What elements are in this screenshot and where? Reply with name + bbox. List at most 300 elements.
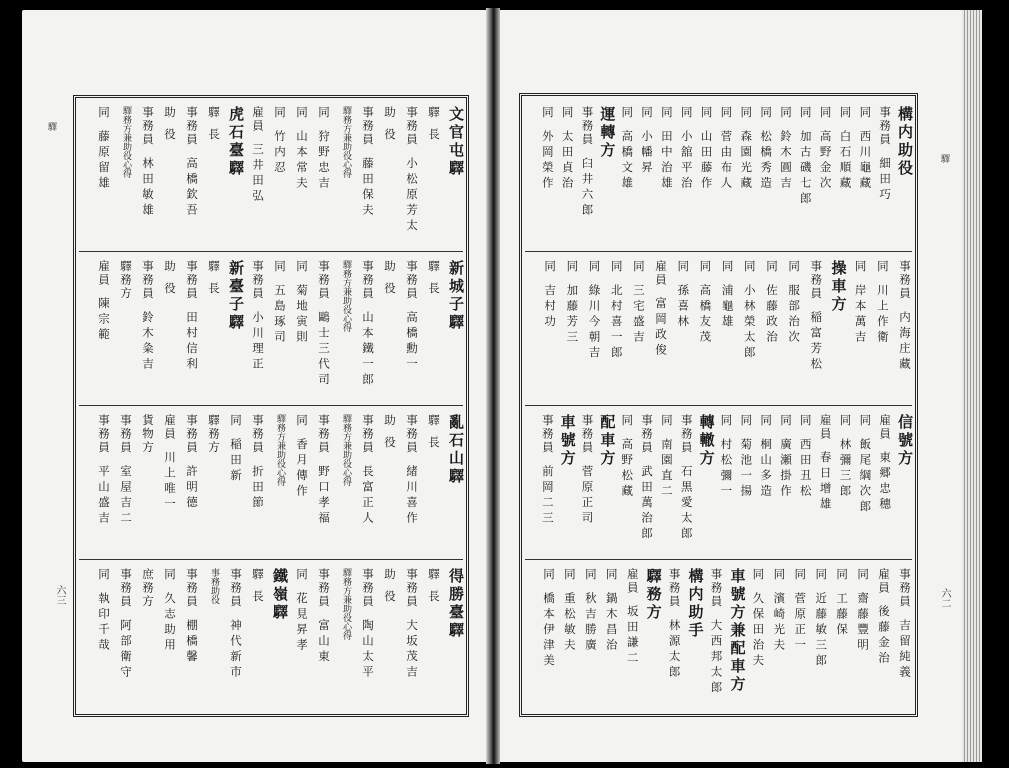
section-title: 車號方兼配車方 [728, 568, 747, 694]
position-label: 事務員 [317, 260, 331, 301]
person-name: 白石順藏 [838, 129, 853, 192]
staff-entry [668, 568, 681, 708]
position-label: 同 [853, 260, 868, 274]
staff-entry [339, 568, 352, 708]
position-label: 助 [163, 260, 177, 274]
position-label: 驛 [427, 260, 441, 274]
staff-entry [273, 260, 286, 400]
position-label: 同 [659, 106, 674, 120]
position-label: 助 [383, 106, 397, 120]
position-label: 雇員 [878, 414, 893, 441]
person-name: 鈴木圓吉 [778, 129, 793, 192]
position-label: 雇員 [251, 106, 265, 133]
staff-entry [838, 414, 851, 554]
staff-entry [405, 106, 418, 246]
position-label: 同 [317, 106, 331, 120]
staff-entry [427, 260, 440, 400]
staff-entry [229, 568, 242, 708]
staff-entry [163, 260, 176, 400]
section-title: 轉轍方 [697, 414, 716, 468]
position-label: 事務員 [317, 568, 331, 609]
position-label: 助 [383, 414, 397, 428]
person-name: 濱崎光夫 [772, 591, 787, 654]
tier-divider [525, 405, 912, 406]
position-label: 驛 [207, 260, 221, 274]
position-label: 同 [838, 414, 853, 428]
tier-divider [525, 559, 912, 560]
position-label: 同 [229, 414, 243, 428]
person-name: 内海庄藏 [898, 310, 912, 373]
position-label-suffix: 長 [251, 589, 265, 603]
book-spine [486, 8, 500, 764]
position-label: 驛務方兼助役心得 [341, 260, 351, 332]
staff-entry [295, 260, 308, 400]
position-label: 事務員 [119, 568, 133, 609]
staff-entry [898, 260, 911, 400]
person-name: 太田貞治 [560, 129, 575, 192]
position-label: 雇員 [625, 568, 640, 595]
position-label: 驛務方 [207, 414, 221, 455]
tier-divider [525, 251, 912, 252]
position-label: 同 [583, 568, 598, 582]
staff-entry [878, 414, 891, 554]
position-label: 同 [798, 106, 813, 120]
staff-entry [361, 260, 374, 400]
person-name: 村松彌一 [719, 437, 734, 500]
position-label-suffix: 長 [207, 127, 221, 141]
staff-entry [207, 568, 220, 708]
person-name: 前岡二三 [540, 464, 555, 527]
staff-entry [563, 568, 576, 708]
person-name: 鈴木粂吉 [141, 310, 155, 373]
position-label: 同 [759, 106, 774, 120]
staff-entry [809, 260, 822, 400]
staff-entry [383, 106, 396, 246]
staff-entry [799, 106, 812, 246]
position-label: 事務員 [580, 106, 595, 147]
position-label: 事務員 [709, 568, 724, 609]
person-name: 孫喜林 [676, 283, 691, 330]
position-label: 同 [295, 260, 309, 274]
position-label: 事務員 [878, 106, 893, 147]
staff-entry [361, 568, 374, 708]
staff-entry [543, 260, 556, 400]
position-label: 事務員 [317, 414, 331, 455]
position-label: 事務員 [141, 106, 155, 147]
staff-entry [251, 260, 264, 400]
position-label-suffix: 役 [383, 281, 397, 295]
section-title: 配車方 [598, 414, 617, 468]
position-label: 同 [604, 568, 619, 582]
position-label: 同 [742, 260, 757, 274]
staff-entry [383, 260, 396, 400]
person-name: 三井田弘 [251, 143, 265, 205]
staff-entry [163, 568, 176, 708]
person-name: 長富正人 [361, 464, 375, 527]
position-label: 同 [273, 260, 287, 274]
section-title: 驛務方 [644, 568, 663, 622]
staff-entry [97, 260, 110, 400]
position-label: 同 [163, 568, 177, 582]
person-name: 加藤芳三 [565, 283, 580, 346]
staff-entry [710, 568, 723, 708]
person-name: 平山盛吉 [97, 464, 111, 527]
staff-entry [427, 106, 440, 246]
person-name: 鷗士三代司 [317, 310, 331, 388]
staff-entry [565, 260, 578, 400]
person-name: 石黒愛太郎 [679, 464, 694, 542]
section-title: 亂石山驛 [447, 414, 465, 486]
position-label: 同 [814, 568, 829, 582]
position-label: 助 [383, 568, 397, 582]
person-name: 重松敏夫 [562, 591, 577, 654]
position-label: 同 [560, 106, 575, 120]
staff-entry [739, 414, 752, 554]
person-name: 吉留純義 [898, 618, 912, 681]
position-label: 同 [543, 260, 558, 274]
position-label: 同 [719, 106, 734, 120]
staff-entry [858, 106, 871, 246]
position-label: 事務員 [580, 414, 595, 455]
position-label: 驛 [251, 568, 265, 582]
position-label: 事務助役 [209, 568, 219, 604]
staff-entry [856, 568, 869, 708]
position-label: 同 [676, 260, 691, 274]
person-name: 工藤保 [835, 591, 850, 638]
staff-entry [185, 106, 198, 246]
person-name: 林田敏雄 [141, 156, 155, 219]
person-name: 服部治次 [787, 283, 802, 346]
staff-entry [759, 414, 772, 554]
position-label: 事務員 [185, 106, 199, 147]
staff-entry [339, 414, 352, 554]
position-label: 驛務方兼助役心得 [341, 568, 351, 640]
staff-entry [295, 568, 308, 708]
staff-entry [584, 568, 597, 708]
position-label: 驛務方兼助役心得 [341, 106, 351, 178]
staff-entry [898, 568, 911, 708]
position-label: 事務員 [405, 260, 419, 301]
staff-entry [317, 568, 330, 708]
staff-entry [660, 414, 673, 554]
tier-divider [79, 559, 463, 560]
person-name: 外岡榮作 [540, 129, 555, 192]
staff-entry [854, 260, 867, 400]
staff-entry [119, 414, 132, 554]
person-name: 室屋吉二 [119, 464, 133, 527]
staff-entry [876, 260, 889, 400]
staff-entry [119, 106, 132, 246]
position-label-suffix: 役 [163, 281, 177, 295]
position-label: 同 [772, 568, 787, 582]
position-label: 同 [565, 260, 580, 274]
staff-entry [680, 106, 693, 246]
person-name: 鍋木昌治 [604, 591, 619, 654]
staff-entry [719, 414, 732, 554]
person-name: 北村喜一郎 [609, 283, 624, 361]
staff-entry [185, 414, 198, 554]
section-title: 虎石臺驛 [227, 106, 245, 178]
person-name: 坂田謙二 [625, 605, 640, 667]
staff-entry [721, 260, 734, 400]
staff-entry [119, 568, 132, 708]
position-label: 同 [858, 414, 873, 428]
person-name: 野口孝福 [317, 464, 331, 527]
position-label: 同 [720, 260, 735, 274]
position-label-suffix: 長 [427, 435, 441, 449]
position-label: 助 [383, 260, 397, 274]
staff-entry [141, 260, 154, 400]
position-label: 同 [698, 260, 713, 274]
person-name: 岸本萬吉 [853, 283, 868, 346]
position-label: 同 [835, 568, 850, 582]
staff-entry [620, 414, 633, 554]
staff-entry [772, 568, 785, 708]
person-name: 菅原正一 [793, 591, 808, 654]
position-label: 同 [295, 568, 309, 582]
position-label: 助 [163, 106, 177, 120]
left-corner-mark: 驛 [48, 123, 58, 133]
staff-entry [361, 414, 374, 554]
position-label: 雇員 [97, 260, 111, 287]
position-label: 事務員 [185, 260, 199, 301]
person-name: 稲田新 [229, 437, 243, 484]
tier-divider [79, 405, 463, 406]
position-label: 事務員 [361, 106, 375, 147]
person-name: 高野松藏 [620, 437, 635, 500]
staff-entry [251, 106, 264, 246]
position-label: 同 [659, 414, 674, 428]
staff-entry [561, 106, 574, 246]
right-page-number: 六二 [939, 588, 950, 608]
section-title: 文官屯驛 [447, 106, 465, 178]
position-label: 事務員 [405, 568, 419, 609]
person-name: 阿部衛守 [119, 618, 133, 681]
position-label: 同 [540, 106, 555, 120]
person-name: 後藤金治 [877, 605, 892, 667]
person-name: 狩野忠吉 [317, 129, 331, 192]
person-name: 花見昇孝 [295, 591, 309, 654]
person-name: 折田節 [251, 464, 265, 511]
person-name: 富岡政俊 [654, 297, 669, 359]
position-label: 事務員 [361, 260, 375, 301]
person-name: 藤田保夫 [361, 156, 375, 219]
staff-entry [838, 106, 851, 246]
position-label: 同 [818, 106, 833, 120]
section-title: 得勝臺驛 [447, 568, 465, 640]
position-label: 同 [587, 260, 602, 274]
person-name: 松橋秀造 [759, 129, 774, 192]
position-label: 同 [609, 260, 624, 274]
staff-entry [541, 414, 554, 554]
staff-entry [251, 568, 264, 708]
person-name: 飯尾綱次郎 [858, 437, 873, 515]
person-name: 秋吉勝廣 [583, 591, 598, 654]
position-label: 事務員 [361, 568, 375, 609]
staff-entry [793, 568, 806, 708]
position-label: 同 [778, 414, 793, 428]
person-name: 廣瀬掛作 [778, 437, 793, 500]
staff-entry [405, 414, 418, 554]
staff-entry [427, 414, 440, 554]
position-label: 驛務方 [119, 260, 133, 301]
position-label: 同 [739, 106, 754, 120]
staff-entry [541, 106, 554, 246]
position-label: 事務員 [640, 414, 655, 455]
position-label: 事務員 [97, 414, 111, 455]
position-label: 同 [759, 414, 774, 428]
staff-entry [640, 414, 653, 554]
section-title: 構内助役 [896, 106, 914, 178]
staff-entry [405, 260, 418, 400]
person-name: 小川理正 [251, 310, 265, 373]
person-name: 五島琢司 [273, 283, 287, 346]
position-label: 驛務方兼助役心得 [121, 106, 131, 178]
staff-entry [185, 260, 198, 400]
position-label: 雇員 [818, 414, 833, 441]
staff-entry [610, 260, 623, 400]
section-title: 車號方 [558, 414, 577, 468]
person-name: 高橋欽吾 [185, 156, 199, 219]
staff-entry [229, 414, 242, 554]
position-label: 事務員 [898, 260, 912, 301]
staff-entry [698, 260, 711, 400]
staff-entry [97, 414, 110, 554]
person-name: 菅原正司 [580, 464, 595, 527]
position-label: 事務員 [540, 414, 555, 455]
position-label: 同 [719, 414, 734, 428]
staff-entry [141, 414, 154, 554]
staff-entry [787, 260, 800, 400]
staff-entry [759, 106, 772, 246]
staff-entry [814, 568, 827, 708]
position-label: 貨物方 [141, 414, 155, 455]
section-title: 新城子驛 [447, 260, 465, 332]
person-name: 西田丑松 [798, 437, 813, 500]
person-name: 菅由布人 [719, 129, 734, 192]
staff-entry [295, 106, 308, 246]
position-label: 同 [97, 106, 111, 120]
position-label: 事務員 [898, 568, 912, 609]
position-label: 同 [679, 106, 694, 120]
staff-entry [251, 414, 264, 554]
staff-entry [405, 568, 418, 708]
staff-entry [751, 568, 764, 708]
staff-entry [660, 106, 673, 246]
position-label: 驛 [427, 106, 441, 120]
position-label: 庶務方 [141, 568, 155, 609]
staff-entry [858, 414, 871, 554]
person-name: 綠川今朝吉 [587, 283, 602, 361]
person-name: 高橋文雄 [620, 129, 635, 192]
person-name: 南園直二 [659, 437, 674, 500]
tier-divider [79, 251, 463, 252]
person-name: 小舘平治 [679, 129, 694, 192]
staff-entry [185, 568, 198, 708]
position-label: 同 [858, 106, 873, 120]
staff-entry [361, 106, 374, 246]
position-label: 同 [541, 568, 556, 582]
staff-entry [581, 106, 594, 246]
position-label: 同 [640, 106, 655, 120]
position-label: 同 [620, 106, 635, 120]
staff-entry [141, 106, 154, 246]
staff-entry [700, 106, 713, 246]
position-label: 同 [273, 106, 287, 120]
staff-entry [680, 414, 693, 554]
position-label: 事務員 [405, 414, 419, 455]
person-name: 神代新市 [229, 618, 243, 681]
person-name: 陶山太平 [361, 618, 375, 681]
person-name: 富山東 [317, 618, 331, 665]
staff-entry [207, 106, 220, 246]
staff-entry [581, 414, 594, 554]
position-label: 雇員 [654, 260, 669, 287]
staff-entry [632, 260, 645, 400]
staff-entry [620, 106, 633, 246]
person-name: 三宅盛吉 [631, 283, 646, 346]
staff-entry [427, 568, 440, 708]
person-name: 細田巧 [878, 156, 893, 203]
staff-entry [819, 414, 832, 554]
person-name: 齋藤豐明 [856, 591, 871, 654]
section-title: 操車方 [829, 260, 848, 314]
person-name: 近藤敏三郎 [814, 591, 829, 669]
staff-entry [119, 260, 132, 400]
position-label: 同 [778, 106, 793, 120]
person-name: 山本鐵一郎 [361, 310, 375, 388]
position-label: 驛 [207, 106, 221, 120]
staff-entry [273, 106, 286, 246]
position-label: 事務員 [229, 568, 243, 609]
position-label: 同 [793, 568, 808, 582]
staff-entry [739, 106, 752, 246]
position-label-suffix: 役 [383, 589, 397, 603]
position-label: 同 [295, 414, 309, 428]
person-name: 竹内忍 [273, 129, 287, 176]
position-label-suffix: 長 [427, 589, 441, 603]
person-name: 稲富芳松 [809, 310, 824, 373]
position-label: 事務員 [251, 414, 265, 455]
staff-entry [339, 106, 352, 246]
staff-entry [799, 414, 812, 554]
person-name: 武田萬治郎 [640, 464, 655, 542]
staff-entry [317, 414, 330, 554]
staff-entry [654, 260, 667, 400]
person-name: 久志助用 [163, 591, 177, 654]
position-label: 事務員 [405, 106, 419, 147]
person-name: 高野金次 [818, 129, 833, 192]
position-label: 同 [764, 260, 779, 274]
staff-entry [779, 414, 792, 554]
staff-entry [640, 106, 653, 246]
position-label: 事務員 [679, 414, 694, 455]
staff-entry [542, 568, 555, 708]
person-name: 陳宗範 [97, 297, 111, 344]
person-name: 香月傳作 [295, 437, 309, 500]
person-name: 緒川喜作 [405, 464, 419, 527]
person-name: 森園光藏 [739, 129, 754, 192]
staff-entry [877, 568, 890, 708]
staff-entry [273, 414, 286, 554]
staff-entry [97, 106, 110, 246]
left-page-number: 六三 [54, 585, 65, 605]
person-name: 吉村功 [543, 283, 558, 330]
person-name: 東郷忠穗 [878, 451, 893, 513]
staff-entry [141, 568, 154, 708]
staff-entry [878, 106, 891, 246]
person-name: 加古磯七郎 [798, 129, 813, 207]
